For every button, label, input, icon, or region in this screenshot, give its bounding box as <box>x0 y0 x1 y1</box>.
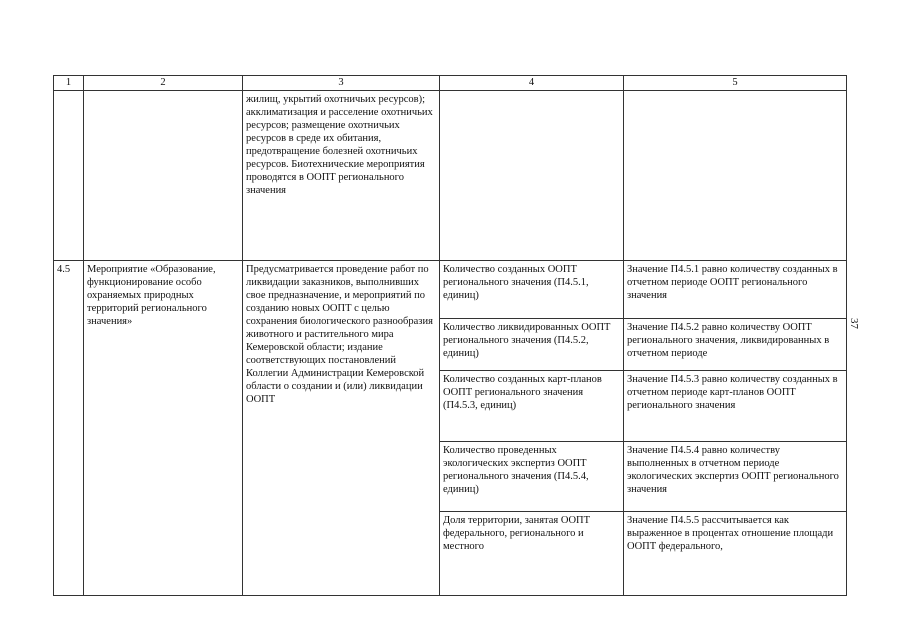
measure-description: Предусматривается проведение работ по ликвидации заказников, выполнивших свое предназначение, и мероприятий по созданию новых ООПТ с целью сохранения биологического разнообразия животного и растительного мира Кемеровской области; издание соответствующих постановлений Коллегии Администрации Кемеровской области о создании и (или) ликвидации ООПТ <box>243 261 440 596</box>
indicator-name: Количество созданных карт-планов ООПТ регионального значения (П4.5.3, единиц) <box>440 371 624 442</box>
indicator-name: Количество проведенных экологических экспертиз ООПТ регионального значения (П4.5.4, единиц) <box>440 442 624 512</box>
indicator-method: Значение П4.5.2 равно количеству ООПТ регионального значения, ликвидированных в отчетном периоде <box>624 319 847 371</box>
header-cell: 5 <box>624 76 847 91</box>
table-row <box>54 261 847 319</box>
indicator-name: Доля территории, занятая ООПТ федерального, регионального и местного <box>440 512 624 596</box>
indicator-name: Количество ликвидированных ООПТ регионального значения (П4.5.2, единиц) <box>440 319 624 371</box>
empty-cell <box>624 91 847 261</box>
measure-name: Мероприятие «Образование, функционирование особо охраняемых природных территорий регионального значения» <box>84 261 243 596</box>
indicator-method: Значение П4.5.4 равно количеству выполненных в отчетном периоде экологических экспертиз ООПТ регионального значения <box>624 442 847 512</box>
document-table <box>53 75 847 596</box>
indicator-name: Количество созданных ООПТ регионального значения (П4.5.1, единиц) <box>440 261 624 319</box>
row-number: 4.5 <box>54 261 84 596</box>
header-row <box>54 76 847 91</box>
indicator-method: Значение П4.5.1 равно количеству созданных в отчетном периоде ООПТ регионального значения <box>624 261 847 319</box>
header-cell: 1 <box>54 76 84 91</box>
indicator-method: Значение П4.5.5 рассчитывается как выраженное в процентах отношение площади ООПТ федерального, <box>624 512 847 596</box>
indicator-method: Значение П4.5.3 равно количеству созданных в отчетном периоде карт-планов ООПТ регионального значения <box>624 371 847 442</box>
header-cell: 2 <box>84 76 243 91</box>
page-number: 37 <box>848 318 860 329</box>
header-cell: 3 <box>243 76 440 91</box>
empty-cell <box>440 91 624 261</box>
continuation-description: жилищ, укрытий охотничьих ресурсов); акклиматизация и расселение охотничьих ресурсов; размещение охотничьих ресурсов в среде их обитания, предотвращение болезней охотничьих ресурсов. Биотехнические мероприятия проводятся в ООПТ регионального значения <box>243 91 440 261</box>
empty-cell <box>84 91 243 261</box>
empty-cell <box>54 91 84 261</box>
header-cell: 4 <box>440 76 624 91</box>
continuation-row <box>54 91 847 261</box>
